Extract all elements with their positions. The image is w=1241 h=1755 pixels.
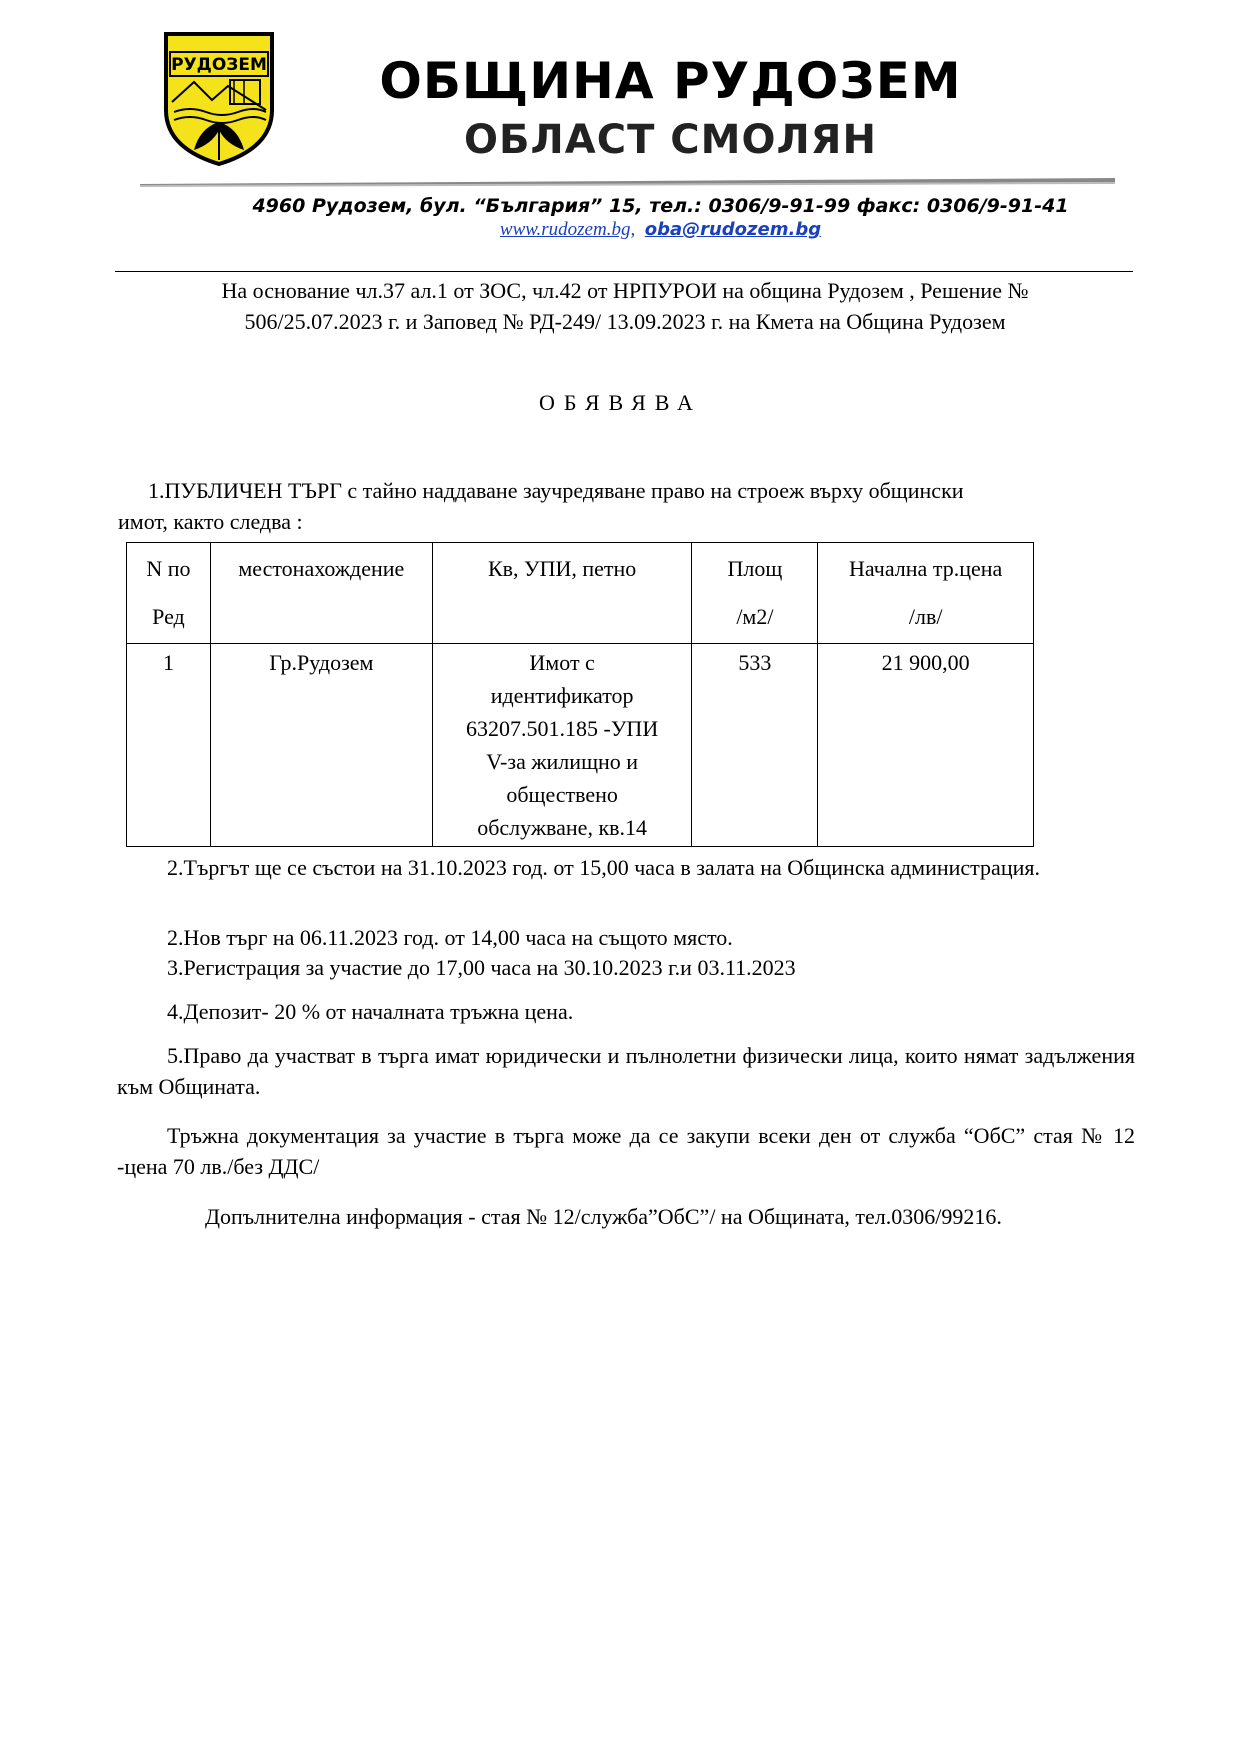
deposit-paragraph: 4.Депозит- 20 % от началната тръжна цена. [167,999,574,1024]
region-title: ОБЛАСТ СМОЛЯН [464,117,877,163]
logo-text: РУДОЗЕМ [171,55,267,75]
announcement-heading: ОБЯВЯВА [539,390,702,415]
cell-no: 1 [127,644,211,847]
property-table [126,542,1034,847]
header-cell-price: Начална тр.цена /лв/ [818,543,1034,644]
repeat-auction-paragraph: 2.Нов търг на 06.11.2023 год. от 14,00 часа на същото място. [167,925,733,950]
item1-line2: имот, както следва : [118,509,303,534]
email-link[interactable]: oba@rudozem.bg [644,219,822,240]
header-cell-area: Площ /м2/ [692,543,818,644]
cell-location: Гр.Рудозем [210,644,432,847]
divider-line [115,271,1133,272]
eligibility-paragraph: 5.Право да участват в търга имат юридически и пълнолетни физически лица, които нямат задължения към Общината. [117,1043,1135,1099]
table-header-row [127,543,1034,644]
additional-info-paragraph: Допълнителна информация - стая № 12/служба”ОбС”/ на Общината, тел.0306/99216. [205,1204,1002,1229]
municipality-title: ОБЩИНА РУДОЗЕМ [379,52,962,110]
documentation-paragraph: Тръжна документация за участие в търга може да се закупи всеки ден от служба “ОбС” стая № 12 -цена 70 лв./без ДДС/ [117,1123,1135,1179]
header-cell-no: N по Ред [127,543,211,644]
registration-paragraph: 3.Регистрация за участие до 17,00 часа на 30.10.2023 г.и 03.11.2023 [167,955,796,980]
header-cell-description: Кв, УПИ, петно [432,543,692,644]
cell-price: 21 900,00 [818,644,1034,847]
legal-basis-line2: 506/25.07.2023 г. и Заповед № РД-249/ 13.09.2023 г. на Кмета на Община Рудозем [244,309,1006,334]
legal-basis [120,275,1130,337]
cell-area: 533 [692,644,818,847]
item1-line1: 1.ПУБЛИЧЕН ТЪРГ с тайно наддаване заучредяване право на строеж върху общински [148,478,964,503]
auction-item-1 [118,475,1138,537]
auction-date-paragraph: 2.Търгът ще се състои на 31.10.2023 год. от 15,00 часа в залата на Общинска администрация. [167,855,1040,880]
cell-description: Имот с идентификатор 63207.501.185 -УПИ V-за жилищно и обществено обслужване, кв.14 [432,644,692,847]
contact-address: 4960 Рудозем, бул. “България” 15, тел.: 0306/9-91-99 факс: 0306/9-91-41 [252,195,1069,217]
website-link[interactable]: www.rudozem.bg, [499,219,636,240]
header-cell-location: местонахождение [210,543,432,644]
table-row [127,644,1034,847]
contact-links [0,219,1241,241]
header-decorative-rule [140,176,1115,188]
legal-basis-line1: На основание чл.37 ал.1 от ЗОС, чл.42 от НРПУРОИ на община Рудозем , Решение № [221,278,1029,303]
